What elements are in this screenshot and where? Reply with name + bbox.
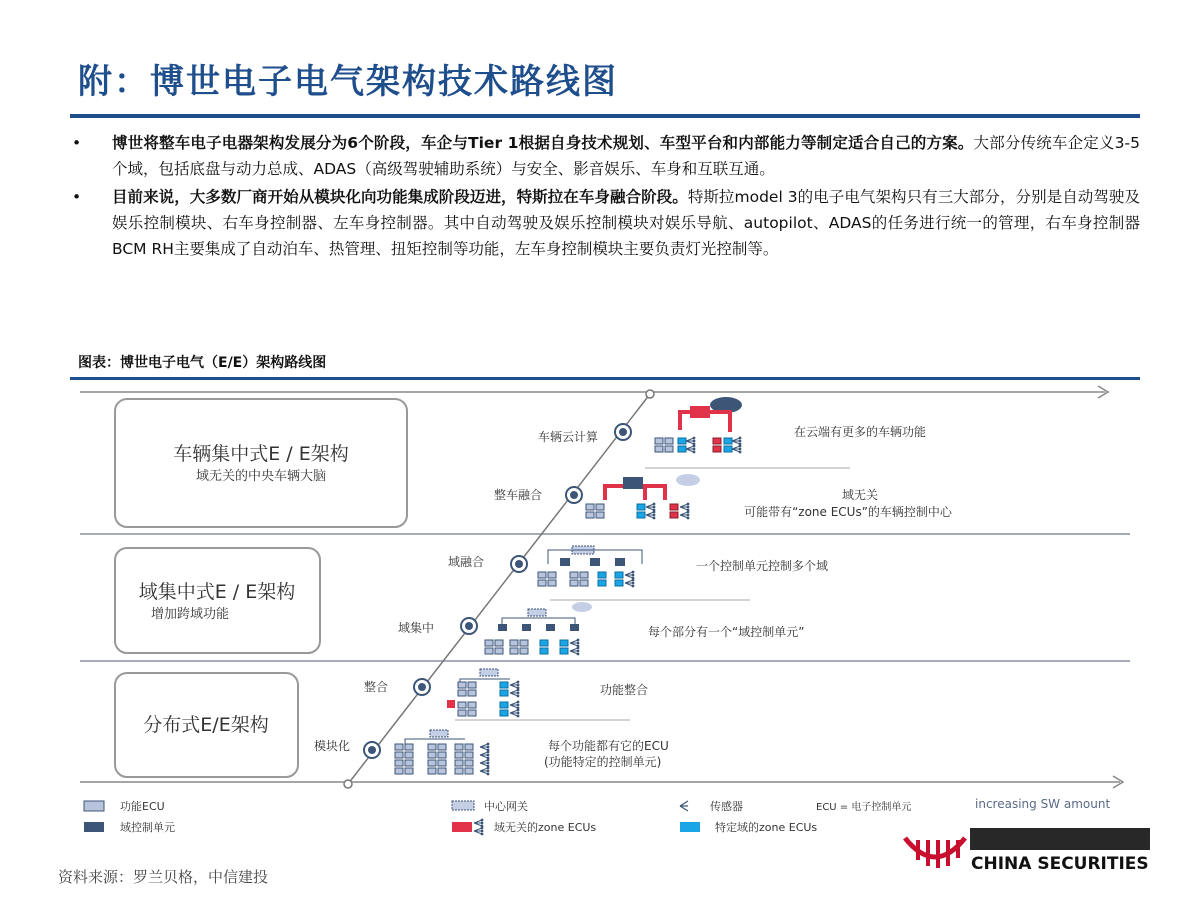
legend-label: 域控制单元 (120, 821, 175, 834)
stage-illustration-vehicle-fusion (586, 474, 700, 519)
stage-label: 域融合 (447, 555, 484, 569)
group-subtitle: 增加跨域功能 (150, 607, 230, 622)
legend-label: 中心网关 (484, 800, 528, 813)
stage-illustration-domain-fusion (538, 546, 642, 587)
legend-label: 域无关的zone ECUs (494, 821, 597, 834)
stage-desc: 一个控制单元控制多个域 (696, 559, 829, 573)
stage-desc: 在云端有更多的车辆功能 (794, 425, 927, 439)
legend-label: ECU = 电子控制单元 (816, 802, 912, 813)
group-title: 分布式E/E架构 (143, 714, 269, 736)
legend-swatch-zone-sensor (474, 819, 483, 836)
page-title: 附：博世电子电气架构技术路线图 (78, 62, 618, 102)
stage-desc: 每个功能都有它的ECU (548, 739, 669, 753)
china-securities-logo (900, 818, 1160, 878)
title-divider (70, 114, 1140, 118)
stage-label: 域集中 (397, 621, 434, 635)
stage-node-core (418, 683, 426, 691)
bullet-list (70, 130, 1140, 264)
stage-illustration-integration (447, 669, 519, 717)
stage-node-core (515, 560, 523, 568)
stage-illustration-cloud (655, 397, 742, 453)
stage-label: 整车融合 (493, 488, 542, 502)
axis-label: increasing SW amount (975, 797, 1111, 811)
stage-desc: 可能带有“zone ECUs”的车辆控制中心 (744, 505, 952, 519)
bullet-bold-text: 目前来说，大多数厂商开始从模块化向功能集成阶段迈进，特斯拉在车身融合阶段。 (112, 188, 688, 206)
group-title: 域集中式E / E架构 (138, 581, 296, 603)
bullet-dot: • (72, 134, 82, 152)
legend-label: 功能ECU (120, 800, 165, 813)
stage-node-core (619, 428, 627, 436)
bullet-item (70, 184, 1140, 262)
stage-label: 整合 (363, 680, 388, 694)
stage-node-core (465, 622, 473, 630)
stage-label: 模块化 (313, 739, 350, 753)
logo-mark (900, 818, 1160, 878)
legend-swatch-zone (452, 822, 472, 832)
figure-caption: 图表：博世电子电气（E/E）架构路线图 (78, 355, 327, 371)
legend-swatch-specific (680, 822, 700, 832)
legend-swatch-gateway (452, 801, 474, 810)
stage-label: 车辆云计算 (537, 430, 598, 444)
group-subtitle: 域无关的中央车辆大脑 (195, 469, 327, 484)
figure-divider (70, 377, 1140, 380)
legend (84, 799, 911, 835)
stage-node-core (368, 746, 376, 754)
stage-desc: 每个部分有一个“域控制单元” (648, 625, 805, 639)
stage-illustration-domain-central (485, 602, 592, 655)
source-note: 资料来源：罗兰贝格，中信建投 (58, 868, 269, 886)
ee-architecture-roadmap (70, 382, 1140, 852)
bullet-bold-text: 博世将整车电子电器架构发展分为6个阶段，车企与Tier 1根据自身技术规划、车型平台和内部能力等制定适合自己的方案。 (112, 134, 974, 152)
logo-text: CHINA SECURITIES (971, 854, 1149, 874)
legend-label: 特定域的zone ECUs (715, 821, 818, 834)
stage-desc: 域无关 (841, 488, 879, 502)
bullet-item (70, 130, 1140, 182)
legend-swatch-ecu (84, 801, 104, 811)
stage-illustration-modular (395, 730, 489, 775)
bullet-dot: • (72, 188, 82, 206)
progression-end (646, 390, 654, 398)
legend-label: 传感器 (710, 800, 743, 813)
group-title: 车辆集中式E / E架构 (173, 443, 349, 465)
stage-desc: (功能特定的控制单元) (544, 755, 662, 769)
progression-start (344, 780, 352, 788)
bullet-text: 大部分传统车企定义3-5个域，包括底盘与动力总成、ADAS（高级驾驶辅助系统）与安全、影音娱乐、车身和互联互通。 (112, 134, 1140, 178)
stage-desc: 功能整合 (600, 683, 649, 697)
roadmap-svg (70, 382, 1140, 852)
legend-swatch-dcu (84, 822, 104, 832)
bullet-text: 特斯拉model 3的电子电气架构只有三大部分，分别是自动驾驶及娱乐控制模块、右车身控制器、左车身控制器。其中自动驾驶及娱乐控制模块对娱乐导航、autopilot、ADAS的任务进行统一的管理，右车身控制器BCM RH主要集成了自动泊车、热管理、扭矩控制等功能，左车身控制模块主要负责灯光控制等。 (112, 188, 1140, 258)
stage-node-core (570, 491, 578, 499)
legend-swatch-sensor (680, 801, 688, 811)
